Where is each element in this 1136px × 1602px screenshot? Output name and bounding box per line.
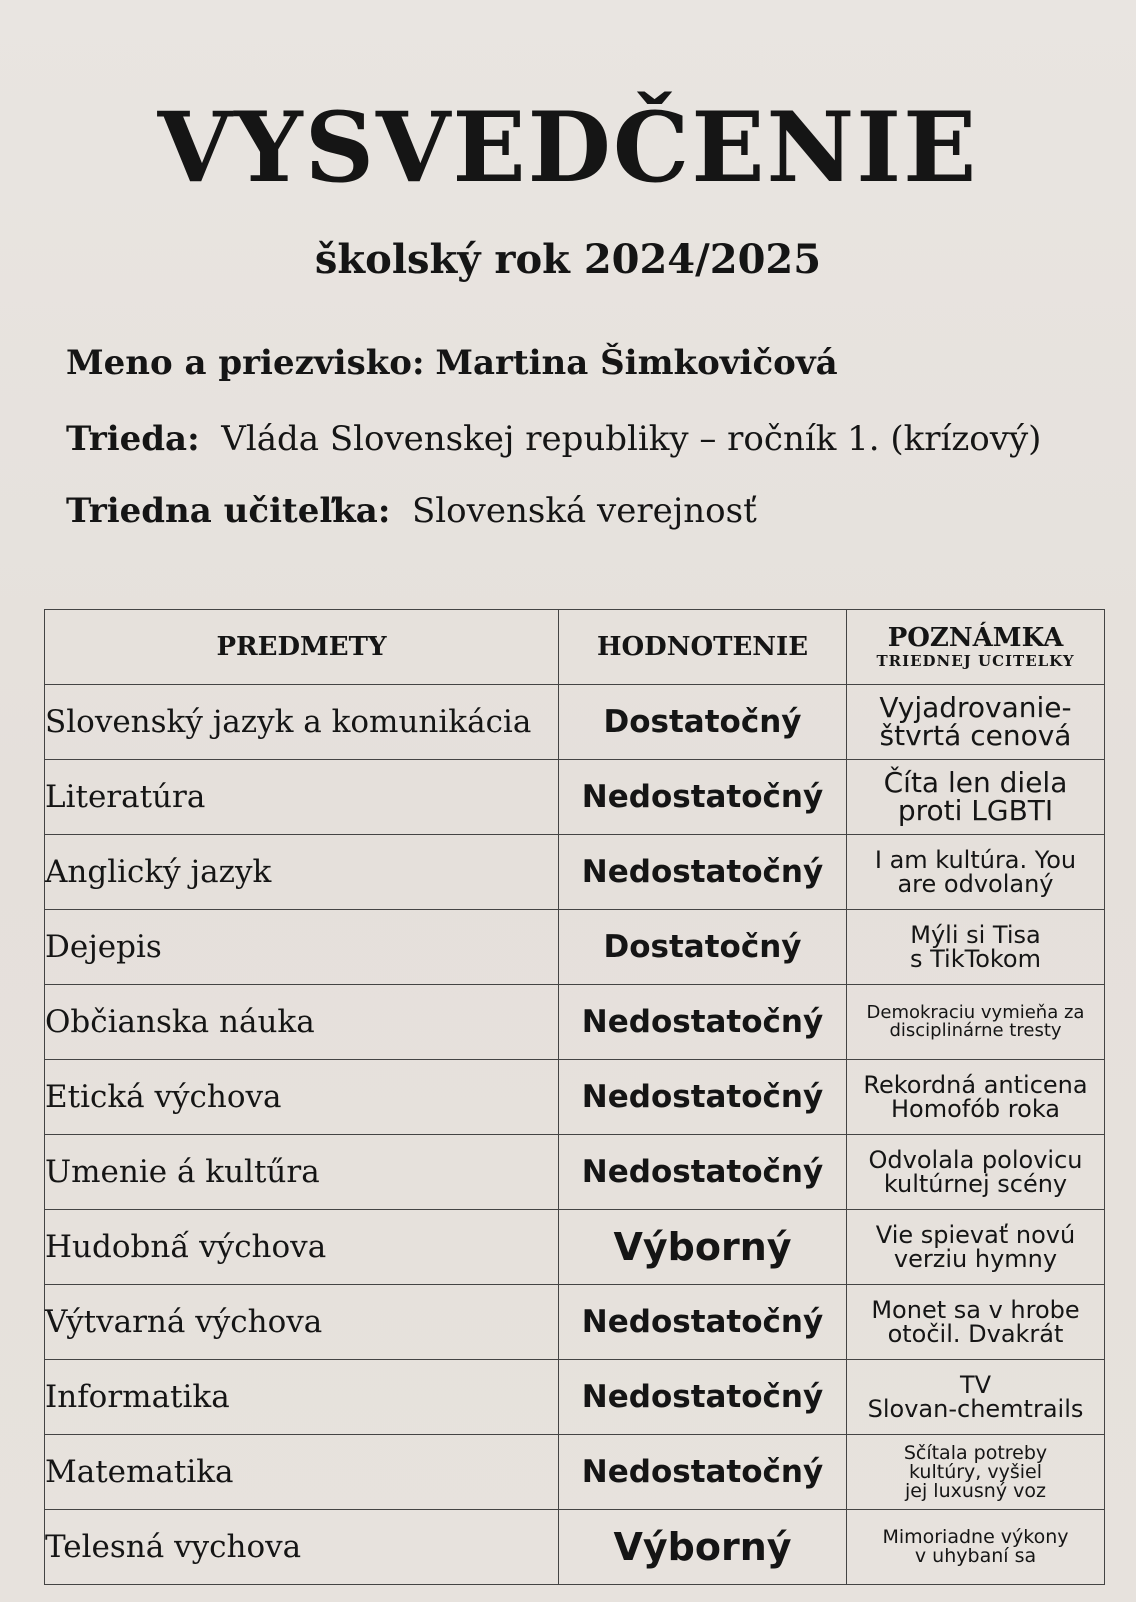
note-line: Monet sa v hrobe xyxy=(871,1296,1080,1324)
class-value: Vláda Slovenskej republiky – ročník 1. (krízový) xyxy=(221,419,1042,459)
student-name: Martina Šimkovičová xyxy=(435,343,838,383)
note-line: kultúry, vyšiel xyxy=(909,1460,1042,1483)
grade-cell: Nedostatočný xyxy=(559,1360,847,1435)
note-cell xyxy=(847,910,1105,985)
grade-cell: Nedostatočný xyxy=(559,760,847,835)
teacher-line xyxy=(66,491,757,531)
note-line: Číta len diela xyxy=(883,766,1068,799)
subject-cell: Telesná vychova xyxy=(45,1510,559,1585)
header-note xyxy=(847,610,1105,685)
note-line: I am kultúra. You xyxy=(874,846,1077,874)
note-line: Odvolala polovicu xyxy=(868,1146,1083,1174)
note-line: proti LGBTI xyxy=(897,794,1054,827)
note-cell xyxy=(847,1210,1105,1285)
note-line: Homofób roka xyxy=(891,1095,1060,1123)
note-line: jej luxusný voz xyxy=(905,1479,1046,1502)
class-line xyxy=(66,419,1042,459)
note-cell xyxy=(847,1285,1105,1360)
note-line: s TikTokom xyxy=(910,945,1041,973)
student-name-line xyxy=(66,343,838,383)
note-cell xyxy=(847,1360,1105,1435)
grade-cell: Nedostatočný xyxy=(559,1060,847,1135)
note-line: Slovan-chemtrails xyxy=(867,1395,1084,1423)
table-header-row xyxy=(45,610,1105,685)
subject-cell: Matematika xyxy=(45,1435,559,1510)
table-row xyxy=(45,1060,1105,1135)
subject-cell: Slovenský jazyk a komunikácia xyxy=(45,685,559,760)
table-row xyxy=(45,760,1105,835)
table-row xyxy=(45,1360,1105,1435)
note-line: v uhybaní sa xyxy=(914,1545,1037,1567)
note-line: Mimoriadne výkony xyxy=(882,1526,1069,1548)
note-line: Vyjadrovanie- xyxy=(879,691,1072,724)
grade-cell: Nedostatočný xyxy=(559,1135,847,1210)
note-line: are odvolaný xyxy=(897,870,1054,898)
school-year: školský rok 2024/2025 xyxy=(314,236,822,283)
table-row xyxy=(45,835,1105,910)
note-line: otočil. Dvakrát xyxy=(887,1320,1064,1348)
subject-cell: Výtvarná výchova xyxy=(45,1285,559,1360)
document-title: VYSVEDČENIE xyxy=(157,91,979,204)
note-cell xyxy=(847,835,1105,910)
table-row xyxy=(45,910,1105,985)
table-row xyxy=(45,985,1105,1060)
grade-cell: Výborný xyxy=(559,1210,847,1285)
grade-cell: Nedostatočný xyxy=(559,985,847,1060)
subject-cell: Anglický jazyk xyxy=(45,835,559,910)
header-grade: HODNOTENIE xyxy=(559,610,847,685)
subject-cell: Literatúra xyxy=(45,760,559,835)
subject-cell: Občianska náuka xyxy=(45,985,559,1060)
note-cell xyxy=(847,985,1105,1060)
table-row xyxy=(45,1435,1105,1510)
subject-cell: Umenie á kultűra xyxy=(45,1135,559,1210)
note-line: Demokraciu vymieňa za xyxy=(866,1002,1085,1023)
grade-cell: Dostatočný xyxy=(559,910,847,985)
note-cell xyxy=(847,760,1105,835)
table-row xyxy=(45,685,1105,760)
subject-cell: Etická výchova xyxy=(45,1060,559,1135)
table-row xyxy=(45,1285,1105,1360)
note-line: TV xyxy=(959,1371,992,1399)
header-note-subtitle: TRIEDNEJ UCITELKY xyxy=(876,652,1075,671)
note-line: štvrtá cenová xyxy=(879,719,1072,752)
note-line: verziu hymny xyxy=(893,1245,1058,1273)
table-row xyxy=(45,1135,1105,1210)
note-line: disciplinárne tresty xyxy=(889,1020,1062,1041)
note-line: kultúrnej scény xyxy=(883,1170,1068,1198)
table-row xyxy=(45,1210,1105,1285)
grades-table xyxy=(44,609,1105,1585)
grade-cell: Výborný xyxy=(559,1510,847,1585)
table-row xyxy=(45,1510,1105,1585)
teacher-value: Slovenská verejnosť xyxy=(412,491,757,531)
note-cell xyxy=(847,685,1105,760)
student-name-label: Meno a priezvisko: xyxy=(66,343,425,383)
note-cell xyxy=(847,1135,1105,1210)
note-cell xyxy=(847,1435,1105,1510)
grade-cell: Nedostatočný xyxy=(559,835,847,910)
header-subjects: PREDMETY xyxy=(45,610,559,685)
subject-cell: Dejepis xyxy=(45,910,559,985)
class-label: Trieda: xyxy=(66,419,200,459)
grades-body xyxy=(45,685,1105,1585)
note-line: Rekordná anticena xyxy=(863,1071,1088,1099)
note-line: Sčítala potreby xyxy=(903,1441,1048,1464)
note-line: Vie spievať novú xyxy=(875,1221,1076,1249)
grade-cell: Nedostatočný xyxy=(559,1285,847,1360)
grade-cell: Nedostatočný xyxy=(559,1435,847,1510)
header-note-title: POZNÁMKA xyxy=(887,623,1064,654)
note-cell xyxy=(847,1510,1105,1585)
note-line: Mýli si Tisa xyxy=(910,921,1041,949)
note-cell xyxy=(847,1060,1105,1135)
subject-cell: Hudobnấ výchova xyxy=(45,1210,559,1285)
teacher-label: Triedna učiteľka: xyxy=(66,491,391,531)
grade-cell: Dostatočný xyxy=(559,685,847,760)
subject-cell: Informatika xyxy=(45,1360,559,1435)
